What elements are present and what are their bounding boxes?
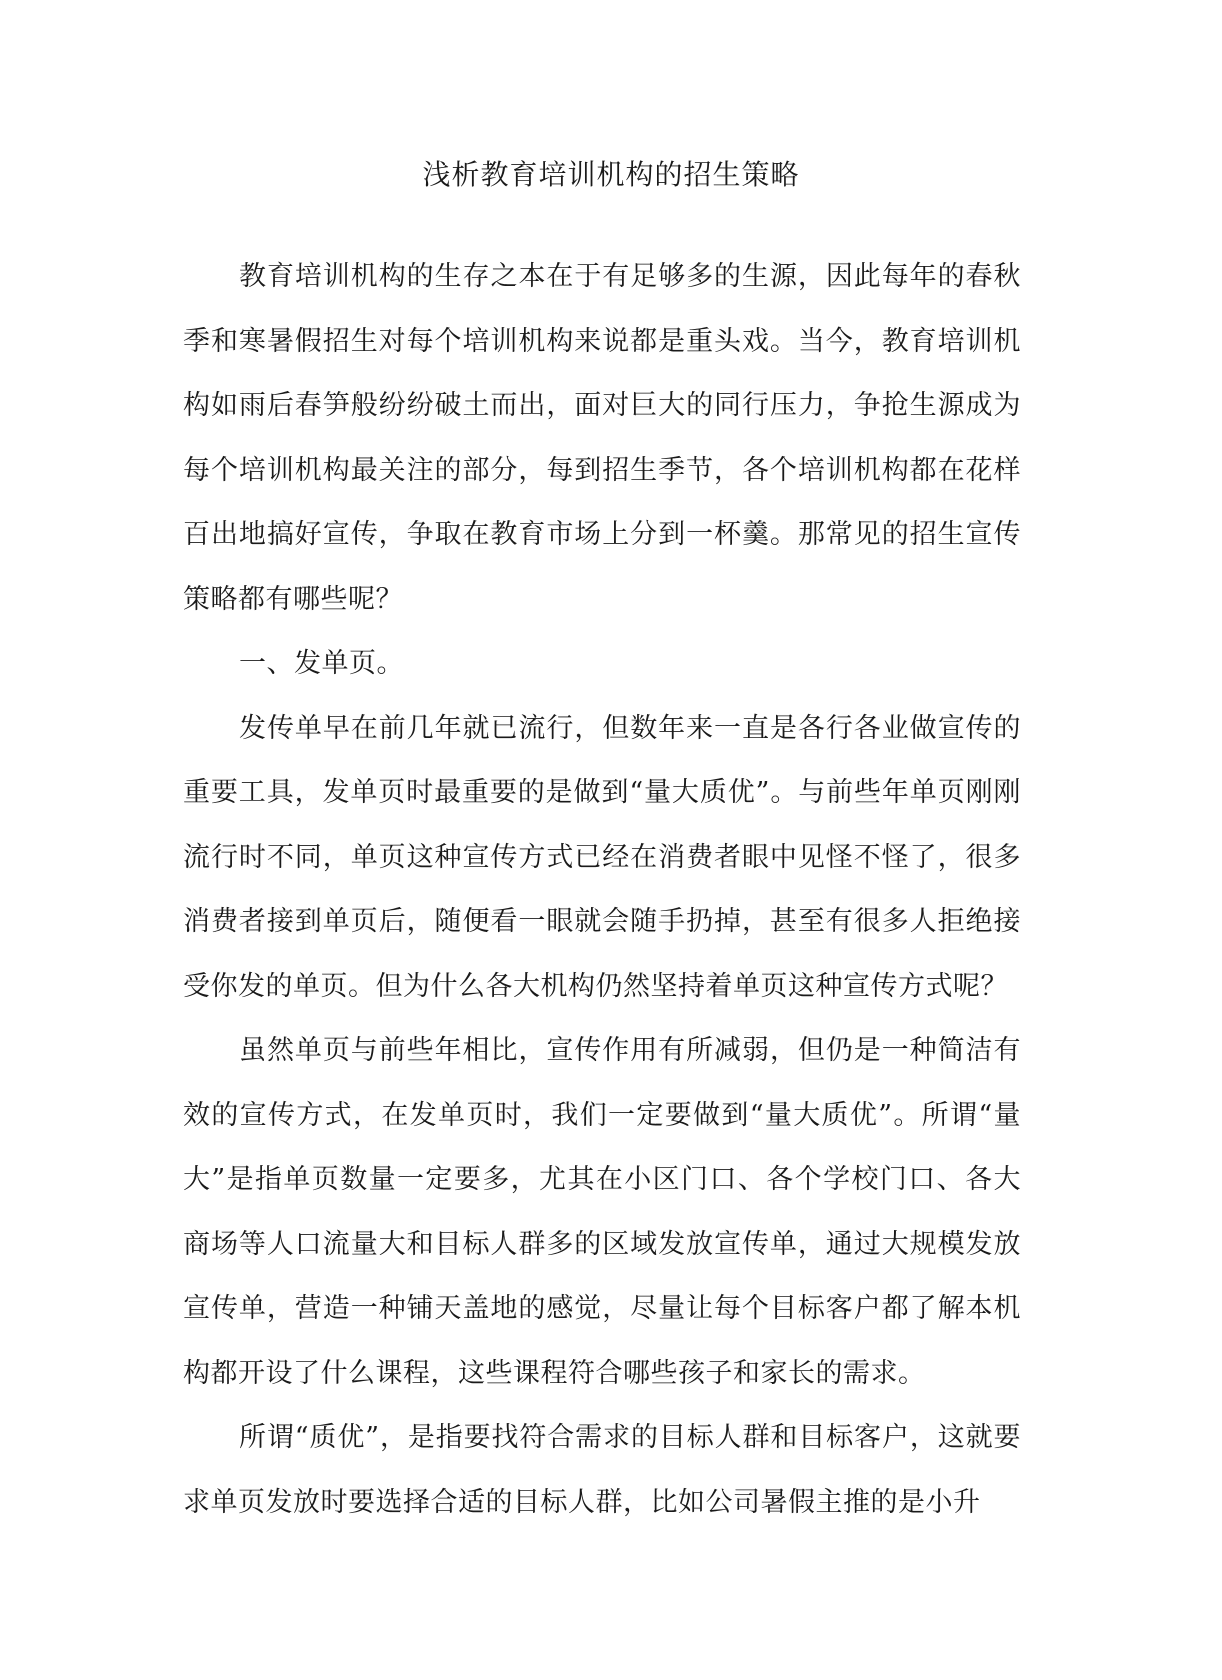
paragraph-flyers-history: 发传单早在前几年就已流行，但数年来一直是各行各业做宣传的重要工具，发单页时最重要的是做到“量大质优”。与前些年单页刚刚流行时不同，单页这种宣传方式已经在消费者眼中见怪不怪了，很多消费者接到单页后，随便看一眼就会随手扔掉，甚至有很多人拒绝接受你发的单页。但为什么各大机构仍然坚持着单页这种宣传方式呢？: [183, 712, 1021, 1002]
paragraph-quantity: 虽然单页与前些年相比，宣传作用有所减弱，但仍是一种简洁有效的宣传方式，在发单页时，我们一定要做到“量大质优”。所谓“量大”是指单页数量一定要多，尤其在小区门口、各个学校门口、各大商场等人口流量大和目标人群多的区域发放宣传单，通过大规模发放宣传单，营造一种铺天盖地的感觉，尽量让每个目标客户都了解本机构都开设了什么课程，这些课程符合哪些孩子和家长的需求。: [183, 1035, 1021, 1389]
paragraph-quality: 所谓“质优”，是指要找符合需求的目标人群和目标客户，这就要求单页发放时要选择合适的目标人群，比如公司暑假主推的是小升: [183, 1422, 1021, 1518]
paragraph-intro: 教育培训机构的生存之本在于有足够多的生源，因此每年的春秋季和寒暑假招生对每个培训机构来说都是重头戏。当今，教育培训机构如雨后春笋般纷纷破土而出，面对巨大的同行压力，争抢生源成为每个培训机构最关注的部分，每到招生季节，各个培训机构都在花样百出地搞好宣传，争取在教育市场上分到一杯羹。那常见的招生宣传策略都有哪些呢？: [183, 261, 1021, 615]
document-body: [183, 245, 1021, 1535]
document-title: 浅析教育培训机构的招生策略: [422, 158, 800, 191]
section-heading-flyers: 一、发单页。: [239, 648, 404, 679]
